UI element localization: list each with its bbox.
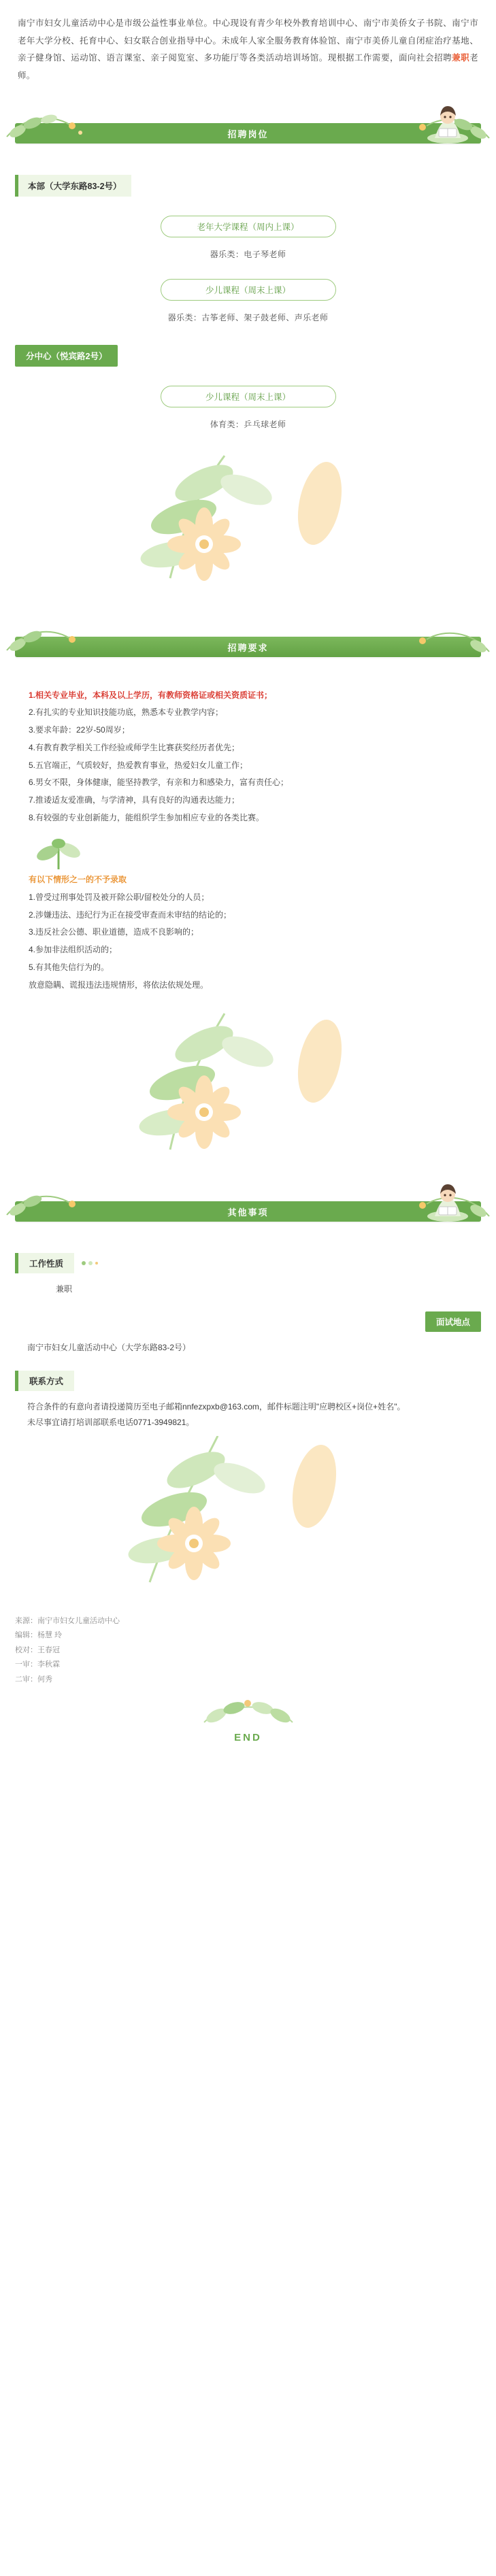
flower-leaf-illustration-icon [0, 442, 496, 599]
contact-label: 联系方式 [15, 1371, 74, 1391]
flower-decoration-panel [0, 1007, 496, 1163]
section-title-other: 其他事项 [227, 1207, 269, 1218]
intro-highlight: 兼职 [452, 53, 470, 63]
footer-line: 一审：李秋霖 [15, 1660, 60, 1669]
jobs-hq-label: 本部（大学东路83-2号） [15, 175, 131, 197]
course-detail: 器乐类：古筝老师、架子鼓老师、声乐老师 [167, 312, 329, 322]
requirement-item: 7.推诿适友爱准确，与学清神，具有良好的沟通表达能力； [29, 795, 240, 805]
footer-line: 来源：南宁市妇女儿童活动中心 [15, 1616, 120, 1625]
jobs-branch-label: 分中心（悦宾路2号） [15, 345, 118, 367]
jobs-hq-group-0 [15, 216, 481, 269]
section-banner-other [0, 1182, 496, 1241]
requirements-block [15, 676, 481, 1004]
footer-line: 编辑：杨慧 玲 [15, 1631, 63, 1640]
requirement-item: 6.男女不限，身体健康，能坚持教学，有亲和力和感染力，富有责任心； [29, 777, 289, 788]
note-item: 1.曾受过刑事处罚及被开除公职/留校处分的人员； [29, 892, 210, 902]
jobs-branch-group-0 [15, 386, 481, 439]
contact-line: 符合条件的有意向者请投递简历至电子邮箱nnfezxpxb@163.com，邮件标题注明"应聘校区+岗位+姓名"。 [27, 1402, 406, 1412]
dot-decoration-icon [81, 1260, 99, 1267]
girl-reading-illustration-icon [423, 1180, 473, 1222]
course-pill: 老年大学课程（周内上课） [161, 216, 336, 237]
requirement-item: 8.有较强的专业创新能力，能组织学生参加相应专业的各类比赛。 [29, 813, 265, 823]
jobs-block [15, 163, 481, 439]
flower-leaf-illustration-icon [0, 1007, 496, 1163]
intro-text-3: 老师。 [18, 53, 478, 80]
contact-line: 未尽事宜请打培训部联系电话0771-3949821。 [27, 1418, 195, 1428]
other-block [15, 1241, 481, 1433]
section-title-jobs: 招聘岗位 [227, 129, 269, 139]
sprout-icon [35, 838, 83, 869]
course-pill: 少儿课程（周末上课） [161, 386, 336, 407]
note-title: 有以下情形之一的不予录取 [29, 874, 127, 884]
requirement-item: 5.五官端正，气质较好，热爱教育事业，热爱妇女儿童工作； [29, 760, 248, 770]
note-item: 2.涉嫌违法、违纪行为正在接受审查而未审结的结论的； [29, 909, 232, 920]
requirements-list [15, 676, 481, 833]
footer-line: 校对：王春冠 [15, 1645, 60, 1654]
work-nature-label: 工作性质 [15, 1253, 74, 1273]
course-pill: 少儿课程（周末上课） [161, 279, 336, 301]
requirement-item: 3.要求年龄：22岁-50周岁； [29, 725, 130, 735]
section-banner-requirements [0, 618, 496, 676]
jobs-hq-group-1 [15, 279, 481, 333]
flower-decoration-panel [0, 1436, 496, 1592]
intro-text-2: 全服务教育体验馆、南宁市美侨儿童自闭症治疗基地、亲子健身馆、运动馆、语言课室、亲子阅览室、多功能厅等各类活动培训场馆。现根据工作需要，面向社会招聘 [18, 35, 478, 63]
section-title-requirements: 招聘要求 [227, 642, 269, 653]
interview-location-value: 南宁市妇女儿童活动中心（大学东路83-2号） [27, 1343, 191, 1353]
requirement-item: 4.有教育教学相关工作经验或师学生比赛获奖经历者优先； [29, 742, 240, 752]
intro-paragraph [0, 0, 496, 97]
note-item: 4.参加非法组织活动的； [29, 945, 118, 955]
end-label: END [234, 1732, 262, 1744]
section-banner-jobs [0, 104, 496, 163]
note-list [15, 888, 481, 1004]
end-mark [0, 1691, 496, 1773]
footer-credits [0, 1605, 496, 1691]
footer-line: 二审：何秀 [15, 1675, 52, 1684]
flower-decoration-panel [0, 442, 496, 599]
note-item: 3.违反社会公德、职业道德，造成不良影响的； [29, 927, 199, 937]
course-detail: 器乐类：电子琴老师 [210, 249, 286, 259]
intro-text-1: 南宁市妇女儿童活动中心是市级公益性事业单位。中心现设有青少年校外教育培训中心、南宁市美侨女子书院、南宁市老年大学分校、托育中心、妇女联合创业指导中心。未成年人家 [18, 18, 478, 46]
contact-lines [15, 1391, 481, 1433]
girl-reading-illustration-icon [423, 101, 473, 144]
work-nature-value: 兼职 [56, 1284, 73, 1294]
flower-leaf-illustration-icon [0, 1436, 496, 1592]
note-item: 5.有其他失信行为的。 [29, 963, 110, 973]
requirement-item: 1.相关专业毕业，本科及以上学历，有教师资格证或相关资质证书； [29, 690, 273, 700]
note-item: 放意隐瞒、谎报违法违规情形，将依法依规处理。 [29, 980, 209, 990]
interview-location-label: 面试地点 [425, 1311, 481, 1332]
requirement-item: 2.有扎实的专业知识技能功底，熟悉本专业教学内容； [29, 707, 224, 718]
course-detail: 体育类：乒乓球老师 [210, 419, 286, 429]
